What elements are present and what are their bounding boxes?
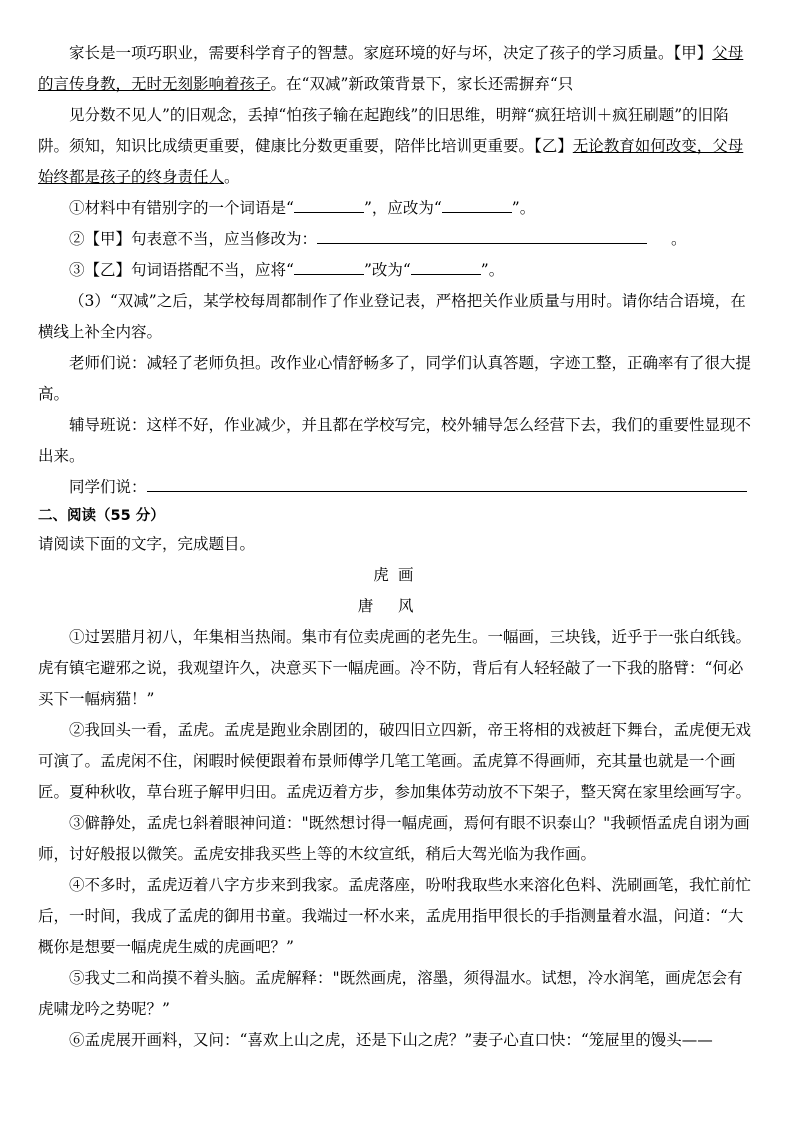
article-paragraph: ②我回头一看，孟虎。孟虎是跑业余剧团的，破四旧立四新，帝王将相的戏被赶下舞台，孟虎便无戏可演了。孟虎闲不住，闲暇时候便跟着布景师傅学几笔工笔画。孟虎算不得画师，充其量也就是一个画匠。夏种秋收，草台班子解甲归田。孟虎迈着方步，参加集体劳动放不下架子，整天窝在家里绘画写字。	[38, 721, 752, 801]
article-title: 虎画	[373, 566, 423, 584]
mark-jia: 【甲】	[673, 44, 713, 62]
students-statement: 同学们说：	[38, 472, 758, 503]
answer-blank-correct-word[interactable]	[442, 196, 512, 213]
article-paragraph: ⑤我丈二和尚摸不着头脑。孟虎解释："既然画虎，溶墨，须得温水。试想，冷水润笔，画虎怎会有虎啸龙吟之势呢？”	[38, 969, 743, 1018]
answer-blank-wrong-word[interactable]	[294, 196, 364, 213]
tutor-statement: 辅导班说：这样不好，作业减少，并且都在学校写完，校外辅导怎么经营下去，我们的重要性显现不出来。	[38, 416, 752, 465]
material-paragraph-2: 见分数不见人”的旧观念，丢掉“怕孩子输在起跑线”的旧思维，明辩“疯狂培训＋疯狂刷题”的旧陷阱。须知，知识比成绩更重要，健康比分数更重要，陪伴比培训更重要。【乙】无论教育如何改变，父母始终都是孩子的终身责任人。	[38, 106, 744, 186]
answer-blank-original-word[interactable]	[294, 258, 364, 275]
sentence-yi: 无论教育如何改变，父母始终都是孩子的终身责任人	[38, 137, 744, 186]
article-paragraph: ⑥孟虎展开画料，又问：“喜欢上山之虎，还是下山之虎？”妻子心直口快：“笼屉里的馒头——	[69, 1031, 713, 1049]
answer-blank-revision[interactable]	[317, 227, 647, 244]
article-paragraph: ③僻静处，孟虎乜斜着眼神问道："既然想讨得一幅虎画，焉何有眼不识泰山？"我顿悟孟虎自诩为画师，讨好般报以微笑。孟虎安排我买些上等的木纹宣纸，稍后大驾光临为我作画。	[38, 814, 750, 863]
answer-blank-students[interactable]	[147, 475, 747, 492]
material-paragraph-1: 家长是一项巧职业，需要科学育子的智慧。家庭环境的好与坏，决定了孩子的学习质量。【甲】父母的言传身教，无时无刻影响着孩子。在“双减”新政策背景下，家长还需摒弃“只	[38, 44, 744, 93]
question-2: ②【甲】句表意不当，应当修改为： 。	[38, 224, 758, 255]
mark-yi: 【乙】	[534, 137, 573, 155]
section-heading: 二、阅读（55 分）	[38, 508, 165, 524]
article-paragraph: ④不多时，孟虎迈着八字方步来到我家。孟虎落座，吩咐我取些水来溶化色料、洗刷画笔，我忙前忙后，一时间，我成了孟虎的御用书童。我端过一杯水来，孟虎用指甲很长的手指测量着水温，问道：“大概你是想要一幅虎虎生威的虎画吧？”	[38, 876, 752, 956]
question-1: ①材料中有错别字的一个词语是“ ”，应改为“ ”。	[38, 193, 758, 224]
answer-blank-replacement-word[interactable]	[411, 258, 481, 275]
question-3: ③【乙】句词语搭配不当，应将“ ”改为“ ”。	[38, 255, 758, 286]
article-paragraph: ①过罢腊月初八，年集相当热闹。集市有位卖虎画的老先生。一幅画，三块钱，近乎于一张白纸钱。虎有镇宅避邪之说，我观望许久，决意买下一幅虎画。冷不防，背后有人轻轻敲了一下我的胳臂：“何必买下一幅病猫！”	[38, 628, 752, 708]
article-author: 唐风	[357, 597, 439, 615]
document-page	[38, 38, 758, 1056]
teacher-statement: 老师们说：减轻了老师负担。改作业心情舒畅多了，同学们认真答题，字迹工整，正确率有了很大提高。	[38, 354, 752, 403]
question-4: （3）“双减”之后，某学校每周都制作了作业登记表，严格把关作业质量与用时。请你结合语境，在横线上补全内容。	[38, 292, 746, 341]
sentence-jia: 父母的言传身教，无时无刻影响着孩子	[38, 44, 744, 93]
reading-instruction: 请阅读下面的文字，完成题目。	[38, 535, 256, 553]
